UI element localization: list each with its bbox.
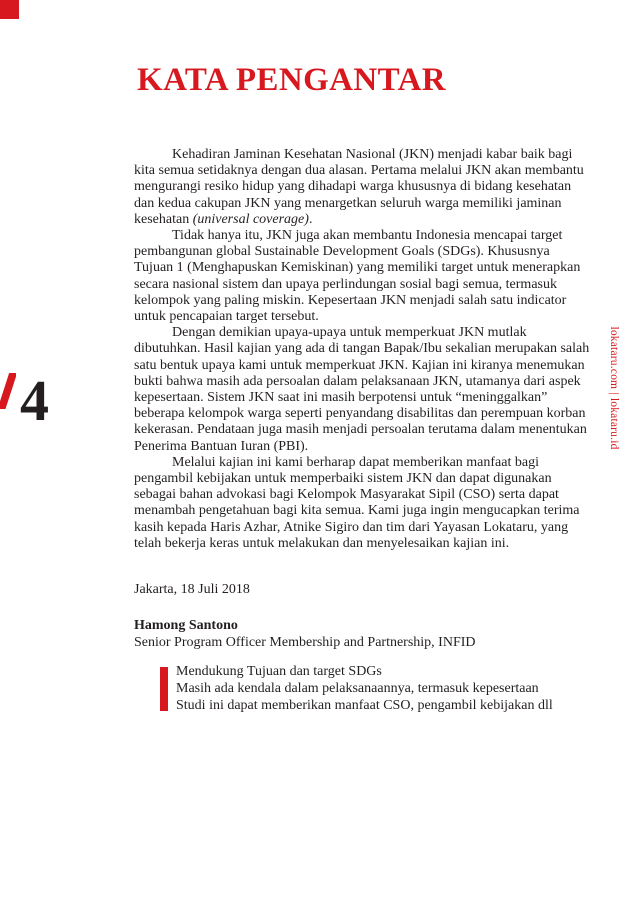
summary-list bbox=[176, 663, 553, 714]
text-line: bukti bahwa masih ada persoalan dalam pelaksanaan JKN, utamanya dari aspek bbox=[134, 373, 581, 389]
text-line-suffix: . bbox=[308, 211, 313, 227]
page-title: KATA PENGANTAR bbox=[137, 62, 447, 98]
paragraph-4 bbox=[134, 455, 584, 552]
text-line: kekerasan. Pendataan juga masih menjadi persoalan terutama dalam menentukan bbox=[134, 422, 587, 438]
text-line: Penerima Bantuan Iuran (PBI). bbox=[134, 438, 309, 454]
closing-date: Jakarta, 18 Juli 2018 bbox=[134, 582, 250, 597]
text-line: kepesertaan. Sistem JKN saat ini masih berpotensi untuk “meninggalkan” bbox=[134, 390, 548, 406]
text-line: telah bekerja keras untuk melakukan dan menyelesaikan kajian ini. bbox=[134, 535, 510, 551]
signer-role: Senior Program Officer Membership and Partnership, INFID bbox=[134, 635, 476, 650]
text-line: dan kedua cakupan JKN yang menargetkan seluruh warga memiliki jaminan bbox=[134, 195, 562, 211]
paragraph-3 bbox=[134, 325, 590, 455]
text-line: kita semua setidaknya dengan dua alasan. Pertama melalui JKN akan membantu bbox=[134, 163, 584, 179]
text-line: Kehadiran Jaminan Kesehatan Nasional (JKN) menjadi kabar baik bagi bbox=[172, 147, 573, 162]
paragraph-2 bbox=[134, 228, 584, 325]
body-text bbox=[134, 147, 590, 552]
text-line: Tujuan 1 (Menghapuskan Kemiskinan) yang memiliki target untuk menerapkan bbox=[134, 260, 581, 276]
summary-item: Mendukung Tujuan dan target SDGs bbox=[176, 664, 382, 679]
text-line: Dengan demikian upaya-upaya untuk memperkuat JKN mutlak bbox=[172, 325, 527, 341]
page-number: 4 bbox=[20, 368, 49, 433]
side-website-label: lokataru.com | lokataru.id bbox=[608, 326, 620, 450]
italic-term: (universal coverage) bbox=[192, 211, 309, 227]
text-line: untuk pencapaian target tersebut. bbox=[134, 309, 319, 325]
paragraph-1 bbox=[134, 147, 584, 228]
summary-accent-bar bbox=[160, 667, 168, 711]
text-line: satu bentuk upaya kami untuk memperkuat JKN. Kajian ini kiranya menemukan bbox=[134, 357, 585, 373]
text-line: pembangunan global Sustainable Development Goals (SDGs). Khususnya bbox=[134, 244, 550, 260]
summary-item: Masih ada kendala dalam pelaksanaannya, termasuk kepesertaan bbox=[176, 681, 539, 696]
summary-item: Studi ini dapat memberikan manfaat CSO, pengambil kebijakan dll bbox=[176, 698, 553, 713]
text-line: Melalui kajian ini kami berharap dapat memberikan manfaat bagi bbox=[172, 454, 539, 470]
text-line: beberapa kelompok warga seperti penyandang disabilitas dan perempuan korban bbox=[134, 406, 586, 422]
text-line: mengurangi resiko hidup yang dihadapi warga khususnya di bidang kesehatan bbox=[134, 179, 572, 195]
text-line: menambah pengetahuan bagi kita semua. Kami juga ingin mengucapkan terima bbox=[134, 503, 580, 519]
signer-name: Hamong Santono bbox=[134, 618, 238, 633]
text-line: pengambil kebijakan untuk memperbaiki sistem JKN dan dapat digunakan bbox=[134, 471, 552, 487]
text-line: Tidak hanya itu, JKN juga akan membantu Indonesia mencapai target bbox=[172, 228, 563, 244]
text-line: dibutuhkan. Hasil kajian yang ada di tangan Bapak/Ibu sekalian merupakan salah bbox=[134, 341, 590, 357]
page-number-slash bbox=[0, 373, 16, 409]
corner-accent-square bbox=[0, 0, 19, 19]
text-line-prefix: kesehatan bbox=[134, 211, 193, 227]
text-line: kelompok yang paling miskin. Kepesertaan JKN menjadi salah satu indicator bbox=[134, 292, 567, 308]
text-line: secara nasional sistem dan upaya perlindungan sosial bagi semua, termasuk bbox=[134, 276, 557, 292]
text-line: sebagai bahan advokasi bagi Kelompok Masyarakat Sipil (CSO) serta dapat bbox=[134, 487, 559, 503]
text-line: kasih kepada Haris Azhar, Atnike Sigiro dan tim dari Yayasan Lokataru, yang bbox=[134, 519, 569, 535]
